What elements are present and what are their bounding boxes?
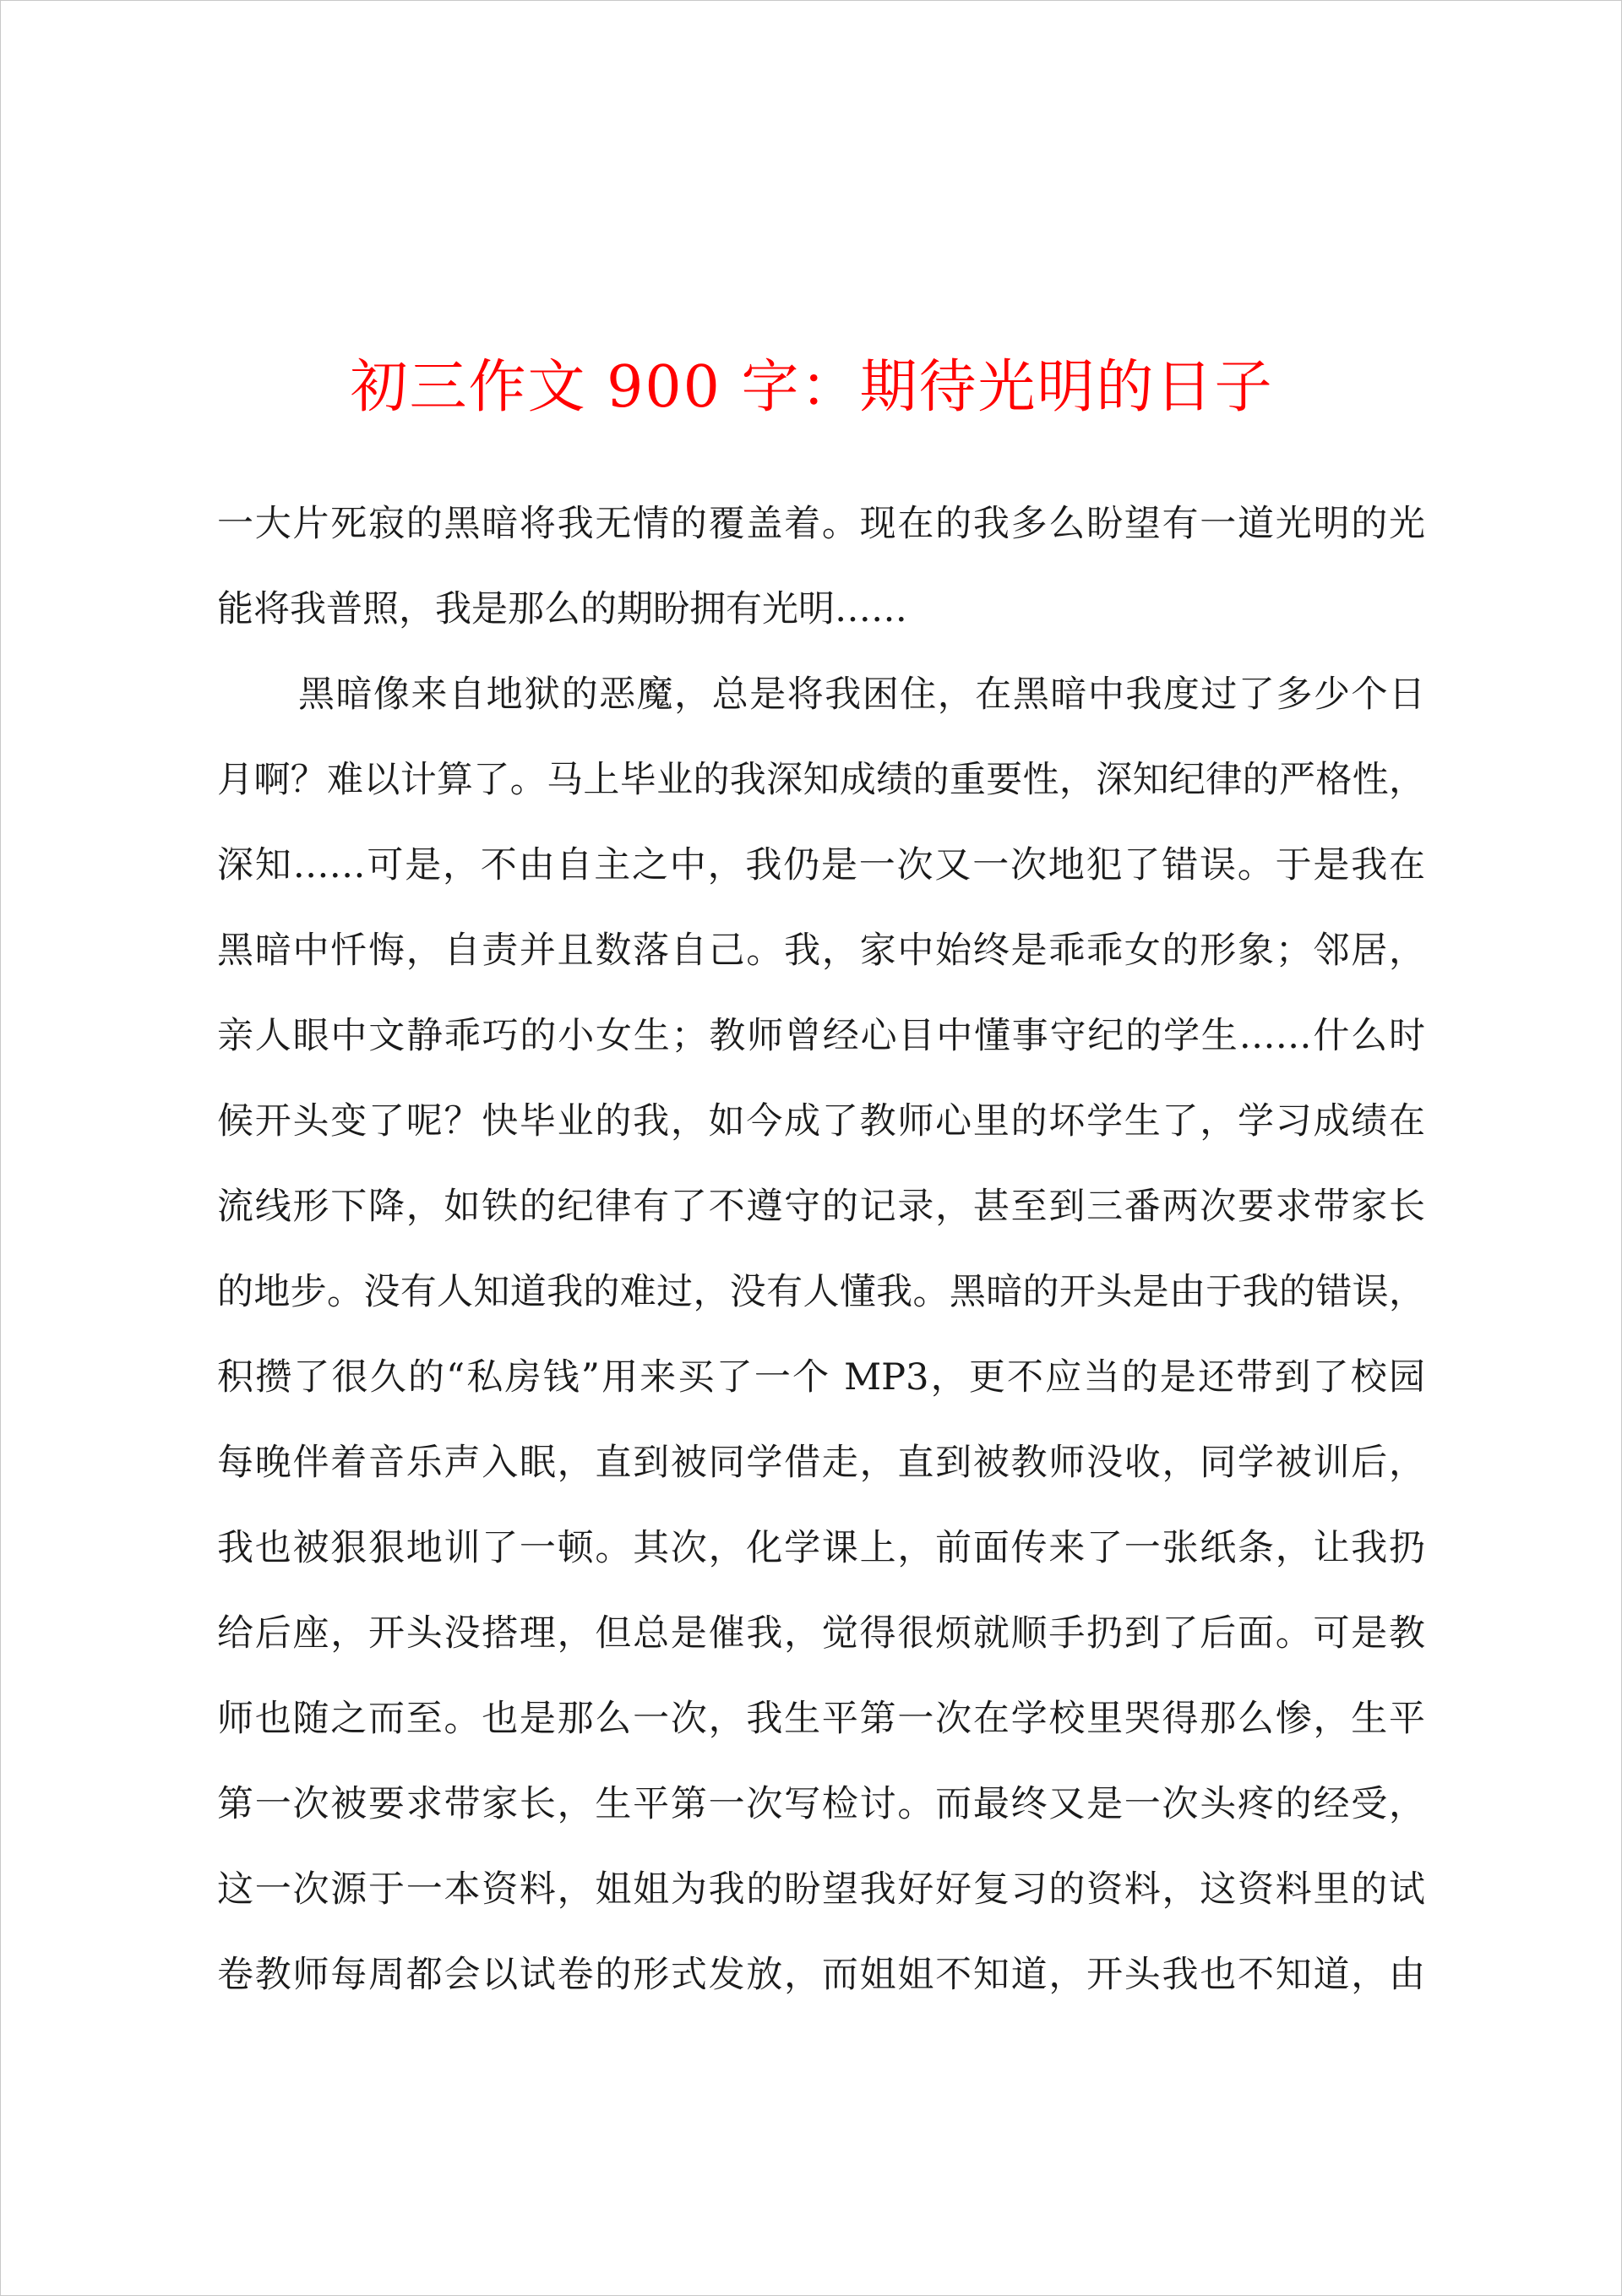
paragraph-line: 的地步。没有人知道我的难过，没有人懂我。黑暗的开头是由于我的错误，: [217, 1271, 1425, 1313]
paragraph-line: 候开头变了呢？快毕业的我，如今成了教师心里的坏学生了，学习成绩在: [217, 1100, 1425, 1143]
paragraph-line: 能将我普照，我是那么的期盼拥有光明……: [217, 588, 907, 630]
paragraph-line: 亲人眼中文静乖巧的小女生；教师曾经心目中懂事守纪的学生……什么时: [217, 1015, 1425, 1057]
paragraph-line: 深知……可是，不由自主之中，我仍是一次又一次地犯了错误。于是我在: [217, 844, 1425, 886]
paragraph-line: 第一次被要求带家长，生平第一次写检讨。而最终又是一次头疼的经受，: [217, 1783, 1425, 1825]
document-title: 初三作文 900 字：期待光明的日子: [350, 354, 1274, 421]
paragraph-line: 一大片死寂的黑暗将我无情的覆盖着。现在的我多么盼望有一道光明的光: [217, 503, 1425, 545]
paragraph-line: 黑暗中忏悔，自责并且数落自己。我，家中始终是乖乖女的形象；邻居，: [217, 930, 1425, 972]
paragraph-line: 黑暗像来自地狱的恶魔，总是将我困住，在黑暗中我度过了多少个日: [298, 674, 1425, 716]
paragraph-line: 流线形下降，如铁的纪律有了不遵守的记录，甚至到三番两次要求带家长: [217, 1186, 1425, 1228]
paragraph-line: 每晚伴着音乐声入眠，直到被同学借走，直到被教师没收，同学被训后，: [217, 1442, 1425, 1484]
article-body: [217, 488, 1425, 2024]
paragraph-line: 卷教师每周都会以试卷的形式发放，而姐姐不知道，开头我也不知道，由: [217, 1954, 1425, 1996]
paragraph-line: 这一次源于一本资料，姐姐为我的盼望我好好复习的资料，这资料里的试: [217, 1868, 1425, 1911]
paragraph-line: 积攒了很久的“私房钱”用来买了一个 MP3，更不应当的是还带到了校园: [217, 1356, 1425, 1399]
paragraph-line: 我也被狠狠地训了一顿。其次，化学课上，前面传来了一张纸条，让我扔: [217, 1527, 1425, 1569]
paragraph-line: 给后座，开头没搭理，但总是催我，觉得很烦就顺手扔到了后面。可是教: [217, 1612, 1425, 1655]
paragraph-line: 月啊？难以计算了。马上毕业的我深知成绩的重要性，深知纪律的严格性，: [217, 759, 1425, 801]
paragraph-line: 师也随之而至。也是那么一次，我生平第一次在学校里哭得那么惨，生平: [217, 1698, 1425, 1740]
